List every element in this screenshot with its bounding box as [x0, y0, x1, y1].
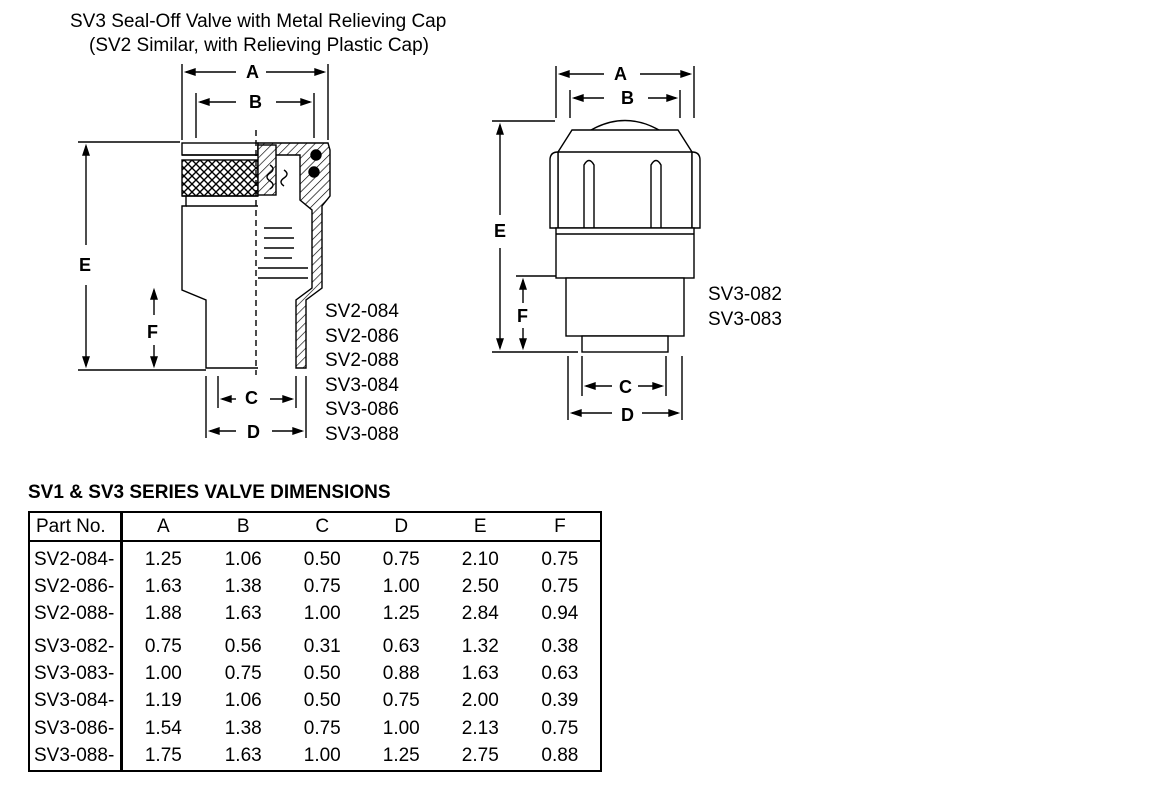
table-cell: SV2-088- [29, 601, 122, 628]
table-cell: 0.31 [303, 635, 341, 657]
table-row [29, 660, 601, 687]
table-cell: 0.75 [382, 690, 420, 712]
table-cell: 1.75 [144, 745, 182, 767]
table-cell: 1.06 [224, 548, 262, 570]
table-cell: 0.75 [541, 548, 579, 570]
table-row [29, 742, 601, 770]
table-cell: 1.25 [382, 745, 420, 767]
right-dim-c-label: C [619, 377, 632, 397]
column-header: F [520, 512, 601, 541]
table-cell: 1.00 [382, 576, 420, 598]
table-cell: 2.50 [461, 576, 499, 598]
table-cell: 0.88 [382, 662, 420, 684]
table-cell: 0.75 [382, 548, 420, 570]
table-cell: SV3-086- [29, 715, 122, 742]
table-cell: 1.25 [382, 603, 420, 625]
table-header-row [29, 512, 601, 541]
table-cell: 0.50 [303, 548, 341, 570]
table-cell: 0.88 [541, 745, 579, 767]
table-cell: 1.06 [224, 690, 262, 712]
left-dim-b-label: B [249, 92, 262, 112]
table-cell: 1.63 [144, 576, 182, 598]
table-cell: 0.94 [541, 603, 579, 625]
left-dim-c-label: C [245, 388, 258, 408]
table-cell: 0.63 [382, 635, 420, 657]
column-header: C [283, 512, 362, 541]
table-cell: 0.75 [303, 576, 341, 598]
table-cell: 1.32 [461, 635, 499, 657]
table-cell: 1.00 [303, 745, 341, 767]
table-cell: 1.38 [224, 717, 262, 739]
table-cell: 0.39 [541, 690, 579, 712]
left-dim-e-label: E [79, 255, 92, 275]
right-part-list [708, 283, 782, 332]
left-title-line2: (SV2 Similar, with Relieving Plastic Cap) [89, 35, 430, 56]
table-cell: 0.75 [303, 717, 341, 739]
right-dim-e-label: E [494, 221, 507, 241]
right-dim-d-label: D [621, 405, 634, 425]
part-number: SV2-088 [325, 350, 399, 371]
table-heading: SV1 & SV3 SERIES VALVE DIMENSIONS [28, 482, 391, 503]
part-number: SV3-084 [325, 374, 399, 396]
table-cell: 0.38 [541, 635, 579, 657]
part-number: SV3-086 [325, 399, 399, 420]
left-dim-f-label: F [147, 322, 158, 342]
right-dim-f-label: F [517, 306, 528, 326]
table-cell: 2.00 [461, 690, 499, 712]
table-cell: 1.00 [382, 717, 420, 739]
part-number: SV3-083 [708, 308, 782, 330]
table-cell: 1.00 [144, 662, 182, 684]
table-row [29, 573, 601, 600]
table-cell: SV2-084- [29, 541, 122, 573]
table-cell: 1.63 [224, 603, 262, 625]
table-row [29, 541, 601, 573]
table-cell: 1.63 [461, 662, 499, 684]
left-dim-a-label: A [246, 62, 259, 82]
table-row [29, 688, 601, 715]
right-dim-a-label: A [614, 64, 627, 84]
right-dim-b-label: B [621, 88, 634, 108]
table-cell: 1.19 [144, 690, 182, 712]
table-cell: 1.00 [303, 603, 341, 625]
table-cell: 0.75 [541, 717, 579, 739]
table-cell: 0.75 [541, 576, 579, 598]
table-cell: SV3-083- [29, 660, 122, 687]
column-header: Part No. [29, 512, 122, 541]
table-cell: SV2-086- [29, 573, 122, 600]
table-cell: 0.56 [224, 635, 262, 657]
table-row [29, 628, 601, 660]
column-header: A [122, 512, 204, 541]
part-number: SV2-086 [325, 325, 399, 347]
table-cell: 0.50 [303, 662, 341, 684]
column-header: B [204, 512, 283, 541]
table-cell: 2.10 [461, 548, 499, 570]
left-title-line1: SV3 Seal-Off Valve with Metal Relieving Cap [70, 11, 447, 32]
table-cell: 2.75 [461, 745, 499, 767]
table-cell: 2.13 [461, 717, 499, 739]
table-cell: 1.25 [144, 548, 182, 570]
dimensions-table [28, 511, 602, 772]
table-cell: 0.75 [144, 635, 182, 657]
part-number: SV3-082 [708, 284, 782, 305]
table-cell: SV3-082- [29, 628, 122, 660]
table-cell: 0.63 [541, 662, 579, 684]
column-header: E [441, 512, 520, 541]
table-cell: 1.54 [144, 717, 182, 739]
table-cell: 1.38 [224, 576, 262, 598]
part-number: SV2-084 [325, 301, 399, 322]
table-cell: SV3-084- [29, 688, 122, 715]
column-header: D [362, 512, 441, 541]
table-cell: 1.63 [224, 745, 262, 767]
table-cell: 0.50 [303, 690, 341, 712]
table-cell: SV3-088- [29, 742, 122, 770]
table-row [29, 715, 601, 742]
table-cell: 1.88 [144, 603, 182, 625]
table-cell: 2.84 [461, 603, 499, 625]
left-dim-d-label: D [247, 422, 260, 442]
part-number: SV3-088 [325, 423, 399, 445]
table-row [29, 601, 601, 628]
table-cell: 0.75 [224, 662, 262, 684]
